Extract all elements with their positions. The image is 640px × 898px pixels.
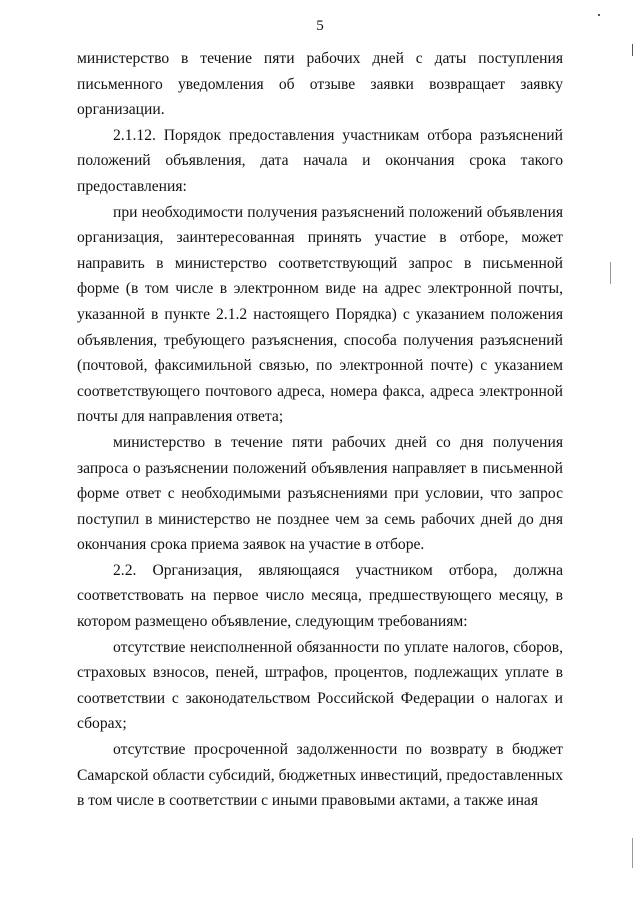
paragraph-section-2-2: 2.2. Организация, являющаяся участником отбора, должна соответствовать на первое число месяца, предшествующего месяцу, в котором размещено объявление, следующим требованиям: (77, 561, 563, 631)
paragraph-contract-withdrawal: министерство в течение пяти рабочих дней с даты поступления письменного уведомления об отзыве заявки возвращает заявку организации. (77, 50, 563, 119)
paragraph-ministry-response: министерство в течение пяти рабочих дней со дня получения запроса о разъяснении положений объявления направляет в письменной форме ответ с необходимыми разъяснениями при условии, что запрос поступил в министерство не позднее чем за семь рабочих дней до дня окончания срока приема заявок на участие в отборе. (77, 433, 563, 554)
document-body (77, 46, 563, 814)
paragraph-tax-obligations: отсутствие неисполненной обязанности по уплате налогов, сборов, страховых взносов, пеней, штрафов, процентов, подлежащих уплате в соответствии с законодательством Российской Федерации о налогах и сборах; (77, 638, 563, 733)
paragraph-section-2-1-12: 2.1.12. Порядок предоставления участникам отбора разъяснений положений объявления, дата начала и окончания срока такого предоставления: (77, 126, 563, 195)
page-number: 5 (316, 18, 324, 34)
scan-mark (632, 44, 633, 56)
paragraph-overdue-debt: отсутствие просроченной задолженности по возврату в бюджет Самарской области субсидий, бюджетных инвестиций, предоставленных в том числе в соответствии с иными правовыми актами, а также иная (77, 741, 563, 810)
scan-mark (598, 14, 600, 16)
paragraph-clarification-request: при необходимости получения разъяснений положений объявления организация, заинтересованная принять участие в отборе, может направить в министерство соответствующий запрос в письменной форме (в том числе в электронном виде на адрес электронной почты, указанной в пункте 2.1.2 настоящего Порядка) с указанием положения объявления, требующего разъяснения, способа получения разъяснений (почтовой, факсимильной связью, по электронной почте) с указанием соответствующего почтового адреса, номера факса, адреса электронной почты для направления ответа; (77, 203, 563, 426)
scan-mark (610, 262, 611, 284)
scan-mark (632, 838, 633, 868)
